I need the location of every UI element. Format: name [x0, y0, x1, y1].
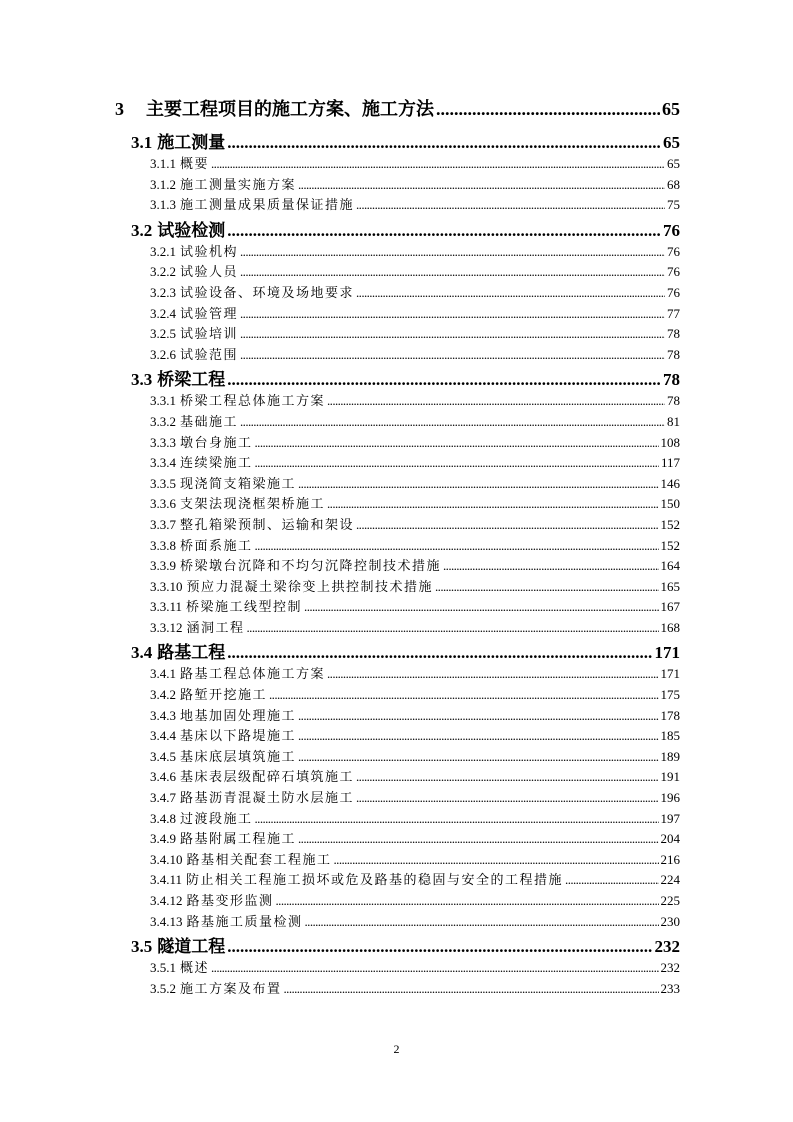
- dot-leader: [327, 494, 658, 515]
- dot-leader: [305, 912, 659, 933]
- toc-entry-level-3[interactable]: [150, 618, 680, 639]
- entry-title: 地基加固处理施工: [180, 707, 297, 723]
- entry-title: 过渡段施工: [180, 810, 253, 826]
- toc-entry-level-3[interactable]: [150, 556, 680, 577]
- entry-page: 191: [660, 769, 680, 785]
- entry-page: 76: [667, 284, 680, 300]
- dot-leader: [255, 453, 659, 474]
- entry-number: 3.4.8: [150, 810, 176, 826]
- toc-entry-level-3[interactable]: [150, 788, 680, 809]
- entry-page: 189: [660, 748, 680, 764]
- entry-title: 试验检测: [157, 220, 226, 240]
- dot-leader: [211, 154, 665, 175]
- entry-page: 75: [667, 197, 680, 213]
- dot-leader: [356, 283, 665, 304]
- entry-page: 78: [663, 370, 680, 390]
- entry-number: 3.2.3: [150, 284, 176, 300]
- dot-leader: [227, 219, 661, 242]
- dot-leader: [356, 788, 658, 809]
- dot-leader: [298, 706, 658, 727]
- toc-entry-level-3[interactable]: [150, 536, 680, 557]
- entry-title: 试验设备、环境及场地要求: [180, 284, 355, 300]
- dot-leader: [565, 870, 658, 891]
- entry-page: 108: [660, 434, 680, 450]
- entry-number: 3.4.12: [150, 893, 183, 908]
- toc-entry-level-3[interactable]: [150, 494, 680, 515]
- entry-number: 3.4.5: [150, 748, 176, 764]
- entry-title: 路基附属工程施工: [180, 831, 297, 847]
- entry-page: 164: [660, 558, 680, 574]
- entry-title: 概述: [180, 960, 210, 976]
- entry-page: 224: [660, 872, 680, 888]
- entry-title: 试验范围: [180, 346, 239, 362]
- dot-leader: [269, 685, 658, 706]
- dot-leader: [304, 597, 658, 618]
- entry-number: 3.3.9: [150, 558, 176, 574]
- entry-number: 3.4.9: [150, 831, 176, 847]
- entry-number: 3.3.8: [150, 537, 176, 553]
- entry-number: 3.3.3: [150, 434, 176, 450]
- entry-page: 171: [654, 643, 680, 663]
- entry-number: 3.1.1: [150, 156, 176, 171]
- entry-title: 桥面系施工: [180, 537, 253, 553]
- entry-page: 178: [660, 707, 680, 723]
- entry-number: 3.2.2: [150, 264, 176, 280]
- toc-entry-level-3[interactable]: [150, 829, 680, 850]
- entry-page: 232: [654, 937, 680, 957]
- entry-number: 3.1.3: [150, 197, 176, 213]
- entry-number: 3.4.4: [150, 728, 176, 744]
- dot-leader: [298, 747, 658, 768]
- entry-number: 3.4.13: [150, 913, 183, 929]
- dot-leader: [247, 618, 659, 639]
- entry-page: 65: [663, 133, 680, 152]
- dot-leader: [356, 767, 658, 788]
- entry-title: 概要: [180, 156, 210, 171]
- toc-entry-level-3[interactable]: [150, 664, 680, 685]
- toc-entry-level-3[interactable]: [150, 870, 680, 891]
- dot-leader: [276, 891, 659, 912]
- entry-page: 117: [660, 455, 680, 471]
- toc-entry-level-3[interactable]: [150, 597, 680, 618]
- entry-title: 现浇简支箱梁施工: [180, 475, 297, 491]
- entry-page: 68: [667, 176, 680, 192]
- toc-entry-level-3[interactable]: [150, 195, 680, 216]
- dot-leader: [334, 850, 659, 871]
- entry-page: 65: [662, 99, 680, 119]
- entry-title: 试验管理: [180, 305, 239, 321]
- entry-number: 3.3.1: [150, 393, 176, 409]
- entry-page: 175: [660, 687, 680, 703]
- dot-leader: [298, 474, 658, 495]
- entry-title: 整孔箱梁预制、运输和架设: [180, 516, 355, 532]
- toc-entry-level-2[interactable]: [131, 219, 680, 242]
- entry-number: 3.4.7: [150, 790, 176, 806]
- entry-page: 146: [660, 475, 680, 491]
- entry-number: 3.1.2: [150, 176, 176, 192]
- dot-leader: [255, 433, 659, 454]
- entry-title: 基床以下路堤施工: [180, 728, 297, 744]
- dot-leader: [356, 195, 665, 216]
- toc-entry-level-3[interactable]: [150, 891, 680, 912]
- dot-leader: [436, 96, 660, 122]
- toc-entry-level-3[interactable]: [150, 262, 680, 283]
- entry-page: 225: [660, 893, 680, 908]
- entry-number: 3.5: [131, 937, 153, 957]
- entry-number: 3.4: [131, 643, 153, 663]
- entry-title: 施工测量成果质量保证措施: [180, 197, 355, 213]
- entry-page: 165: [660, 578, 680, 594]
- entry-number: 3.3.12: [150, 619, 183, 635]
- entry-page: 167: [660, 599, 680, 615]
- entry-title: 基础施工: [180, 413, 239, 429]
- entry-number: 3: [115, 99, 124, 119]
- entry-page: 204: [660, 831, 680, 847]
- toc-entry-level-2[interactable]: [131, 935, 680, 958]
- dot-leader: [240, 304, 665, 325]
- dot-leader: [227, 641, 652, 664]
- entry-page: 152: [660, 537, 680, 553]
- toc-entry-level-3[interactable]: [150, 453, 680, 474]
- dot-leader: [298, 175, 665, 196]
- toc-entry-level-3[interactable]: [150, 850, 680, 871]
- toc-entry-level-3[interactable]: [150, 515, 680, 536]
- toc-entry-level-3[interactable]: [150, 726, 680, 747]
- entry-title: 路基相关配套工程施工: [186, 851, 332, 867]
- toc-entry-level-3[interactable]: [150, 474, 680, 495]
- entry-number: 3.3.2: [150, 413, 176, 429]
- toc-entry-level-3[interactable]: [150, 412, 680, 433]
- entry-title: 路堑开挖施工: [180, 687, 268, 703]
- entry-title: 路基工程: [157, 643, 226, 663]
- entry-title: 桥梁工程: [157, 370, 226, 390]
- entry-number: 3.4.2: [150, 687, 176, 703]
- toc-entry-level-3[interactable]: [150, 706, 680, 727]
- entry-page: 171: [660, 666, 680, 682]
- toc-entry-level-1[interactable]: [115, 96, 680, 122]
- toc-entry-level-3[interactable]: [150, 958, 680, 979]
- toc-entry-level-3[interactable]: [150, 175, 680, 196]
- entry-number: 3.2.5: [150, 326, 176, 342]
- entry-page: 76: [667, 264, 680, 280]
- entry-page: 81: [667, 413, 680, 429]
- dot-leader: [284, 979, 659, 1000]
- entry-page: 197: [660, 810, 680, 826]
- entry-number: 3.4.6: [150, 769, 176, 785]
- toc-entry-level-3[interactable]: [150, 304, 680, 325]
- toc-entry-level-3[interactable]: [150, 242, 680, 263]
- dot-leader: [435, 577, 658, 598]
- dot-leader: [443, 556, 658, 577]
- toc-entry-level-2[interactable]: [131, 131, 680, 154]
- table-of-contents: [0, 96, 793, 999]
- toc-entry-level-3[interactable]: [150, 809, 680, 830]
- toc-entry-level-3[interactable]: [150, 283, 680, 304]
- dot-leader: [298, 726, 658, 747]
- dot-leader: [255, 809, 659, 830]
- entry-page: 78: [667, 346, 680, 362]
- dot-leader: [298, 829, 658, 850]
- entry-page: 152: [660, 516, 680, 532]
- entry-title: 桥梁施工线型控制: [186, 599, 303, 615]
- entry-title: 主要工程项目的施工方案、施工方法: [146, 99, 434, 119]
- entry-page: 150: [660, 496, 680, 512]
- toc-entry-level-3[interactable]: [150, 912, 680, 933]
- entry-page: 216: [660, 851, 680, 867]
- entry-title: 预应力混凝土梁徐变上拱控制技术措施: [186, 578, 434, 594]
- entry-page: 65: [667, 156, 680, 171]
- dot-leader: [327, 391, 665, 412]
- page-number: 2: [393, 1042, 400, 1056]
- entry-page: 232: [660, 960, 680, 976]
- toc-entry-level-2[interactable]: [131, 368, 680, 391]
- entry-title: 路基施工质量检测: [186, 913, 303, 929]
- toc-entry-level-3[interactable]: [150, 345, 680, 366]
- entry-title: 施工测量实施方案: [180, 176, 297, 192]
- entry-title: 涵洞工程: [186, 619, 245, 635]
- entry-title: 支架法现浇框架桥施工: [180, 496, 326, 512]
- entry-title: 施工测量: [157, 133, 226, 152]
- dot-leader: [240, 412, 665, 433]
- entry-page: 168: [660, 619, 680, 635]
- entry-number: 3.4.1: [150, 666, 176, 682]
- entry-page: 230: [660, 913, 680, 929]
- toc-entry-level-3[interactable]: [150, 433, 680, 454]
- entry-page: 196: [660, 790, 680, 806]
- toc-entry-level-3[interactable]: [150, 979, 680, 1000]
- entry-title: 桥梁工程总体施工方案: [180, 393, 326, 409]
- entry-number: 3.1: [131, 133, 153, 152]
- toc-entry-level-3[interactable]: [150, 324, 680, 345]
- entry-page: 233: [660, 980, 680, 996]
- entry-title: 基床表层级配碎石填筑施工: [180, 769, 355, 785]
- entry-number: 3.3.6: [150, 496, 176, 512]
- entry-title: 桥梁墩台沉降和不均匀沉降控制技术措施: [180, 558, 442, 574]
- entry-number: 3.3.4: [150, 455, 176, 471]
- toc-entry-level-3[interactable]: [150, 747, 680, 768]
- entry-number: 3.3: [131, 370, 153, 390]
- entry-number: 3.3.5: [150, 475, 176, 491]
- dot-leader: [255, 536, 659, 557]
- entry-page: 185: [660, 728, 680, 744]
- entry-number: 3.2: [131, 220, 153, 240]
- toc-entry-level-2[interactable]: [131, 641, 680, 664]
- entry-page: 78: [667, 393, 680, 409]
- entry-title: 防止相关工程施工损坏或危及路基的稳固与安全的工程措施: [186, 872, 564, 888]
- entry-title: 隧道工程: [157, 937, 226, 957]
- toc-entry-level-3[interactable]: [150, 685, 680, 706]
- entry-title: 墩台身施工: [180, 434, 253, 450]
- entry-title: 路基变形监测: [186, 893, 274, 908]
- entry-title: 连续梁施工: [180, 455, 253, 471]
- entry-page: 78: [667, 326, 680, 342]
- entry-number: 3.4.3: [150, 707, 176, 723]
- entry-number: 3.5.1: [150, 960, 176, 976]
- entry-title: 试验机构: [180, 243, 239, 259]
- dot-leader: [240, 324, 665, 345]
- dot-leader: [240, 242, 665, 263]
- dot-leader: [211, 958, 658, 979]
- entry-number: 3.4.10: [150, 851, 183, 867]
- entry-page: 76: [667, 243, 680, 259]
- entry-title: 路基工程总体施工方案: [180, 666, 326, 682]
- toc-entry-level-3[interactable]: [150, 577, 680, 598]
- toc-entry-level-3[interactable]: [150, 154, 680, 175]
- entry-number: 3.2.4: [150, 305, 176, 321]
- entry-title: 路基沥青混凝土防水层施工: [180, 790, 355, 806]
- toc-entry-level-3[interactable]: [150, 767, 680, 788]
- entry-title: 基床底层填筑施工: [180, 748, 297, 764]
- dot-leader: [327, 664, 658, 685]
- dot-leader: [240, 345, 665, 366]
- entry-title: 试验培训: [180, 326, 239, 342]
- entry-title: 试验人员: [180, 264, 239, 280]
- entry-number: 3.2.6: [150, 346, 176, 362]
- entry-number: 3.3.7: [150, 516, 176, 532]
- entry-number: 3.2.1: [150, 243, 176, 259]
- dot-leader: [356, 515, 658, 536]
- entry-number: 3.3.11: [150, 599, 183, 615]
- entry-page: 77: [667, 305, 680, 321]
- entry-title: 施工方案及布置: [180, 980, 282, 996]
- entry-number: 3.4.11: [150, 872, 183, 888]
- dot-leader: [240, 262, 665, 283]
- dot-leader: [227, 935, 652, 958]
- toc-entry-level-3[interactable]: [150, 391, 680, 412]
- dot-leader: [227, 368, 661, 391]
- entry-page: 76: [663, 220, 680, 240]
- entry-number: 3.3.10: [150, 578, 183, 594]
- entry-number: 3.5.2: [150, 980, 176, 996]
- dot-leader: [227, 131, 661, 154]
